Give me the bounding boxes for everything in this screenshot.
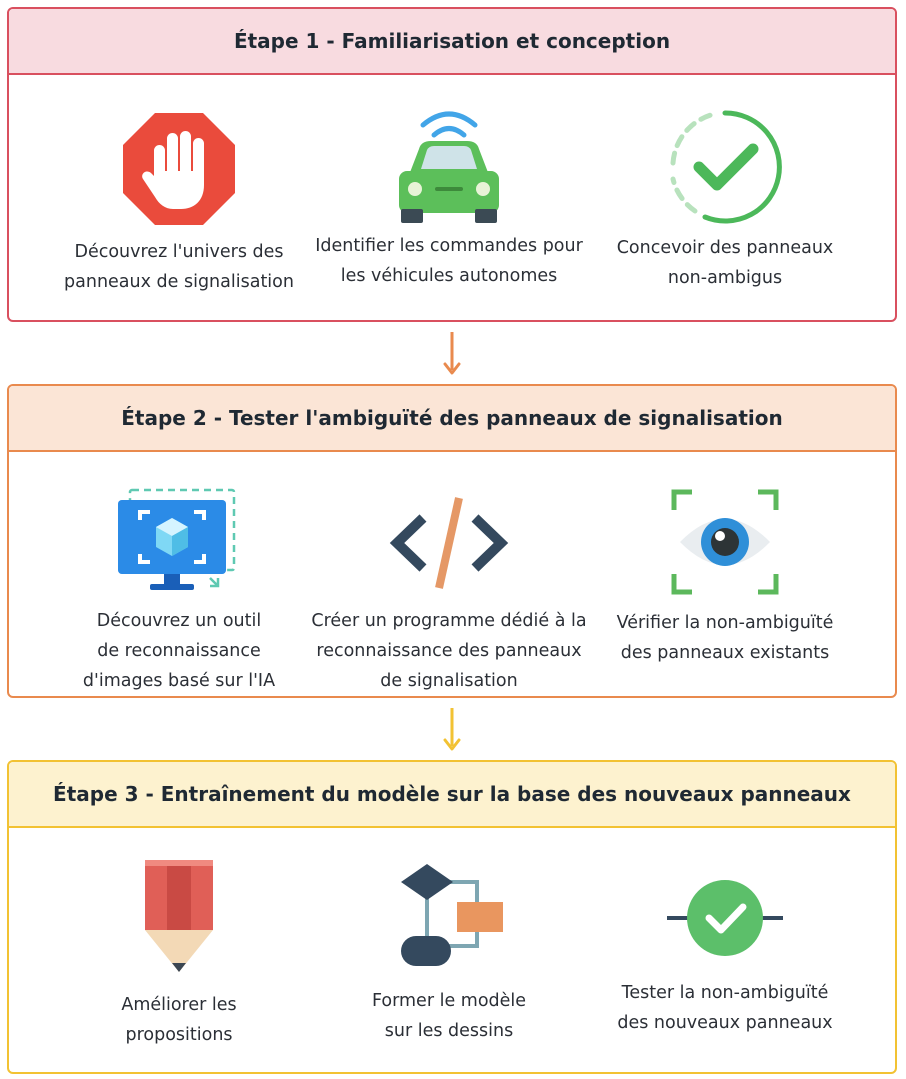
eye-scan-icon	[670, 488, 780, 596]
stage-3-item-3	[577, 874, 873, 1038]
check-circle-icon	[665, 107, 785, 227]
stage-3-item-3-label: Tester la non-ambiguïté des nouveaux panneaux	[617, 983, 833, 1033]
stop-hand-icon	[121, 111, 237, 227]
stage-3-title: Étape 3 - Entraînement du modèle sur la base des nouveaux panneaux	[9, 762, 895, 828]
stage-1-item-3	[577, 107, 873, 293]
stage-1-item-2-label: Identifier les commandes pour les véhicules autonomes	[315, 236, 583, 286]
stage-2-item-2	[301, 496, 597, 696]
stage-2-item-3	[577, 488, 873, 668]
stage-2-item-2-label: Créer un programme dédié à la reconnaissance des panneaux de signalisation	[311, 611, 587, 691]
stage-3-item-2	[301, 860, 597, 1046]
stage-2-item-1-label: Découvrez un outil de reconnaissance d'images basé sur l'IA	[82, 611, 276, 691]
stage-1-title: Étape 1 - Familiarisation et conception	[9, 9, 895, 75]
stage-3-item-1	[31, 858, 327, 1050]
stage-1-item-2	[301, 105, 597, 291]
stage-1-item-3-label: Concevoir des panneaux non-ambigus	[616, 238, 834, 288]
stage-1-item-1	[31, 111, 327, 297]
arrow-down-icon	[443, 330, 461, 378]
stage-1-item-1-label: Découvrez l'univers des panneaux de signalisation	[64, 242, 294, 292]
flowchart-icon	[391, 860, 507, 976]
stage-1-panel	[7, 7, 897, 322]
stage-2-item-3-label: Vérifier la non-ambiguïté des panneaux existants	[616, 613, 834, 663]
check-line-icon	[665, 874, 785, 962]
connected-car-icon	[389, 105, 509, 227]
stage-2-title: Étape 2 - Tester l'ambiguïté des panneaux de signalisation	[9, 386, 895, 452]
pencil-icon	[139, 858, 219, 976]
stage-3-panel	[7, 760, 897, 1074]
stage-3-item-2-label: Former le modèle sur les dessins	[371, 991, 527, 1041]
stage-2-panel	[7, 384, 897, 698]
ai-monitor-icon	[114, 486, 244, 598]
arrow-down-icon	[443, 706, 461, 754]
stage-3-item-1-label: Améliorer les propositions	[121, 995, 237, 1045]
code-icon	[389, 496, 509, 590]
stage-2-item-1	[31, 486, 327, 696]
